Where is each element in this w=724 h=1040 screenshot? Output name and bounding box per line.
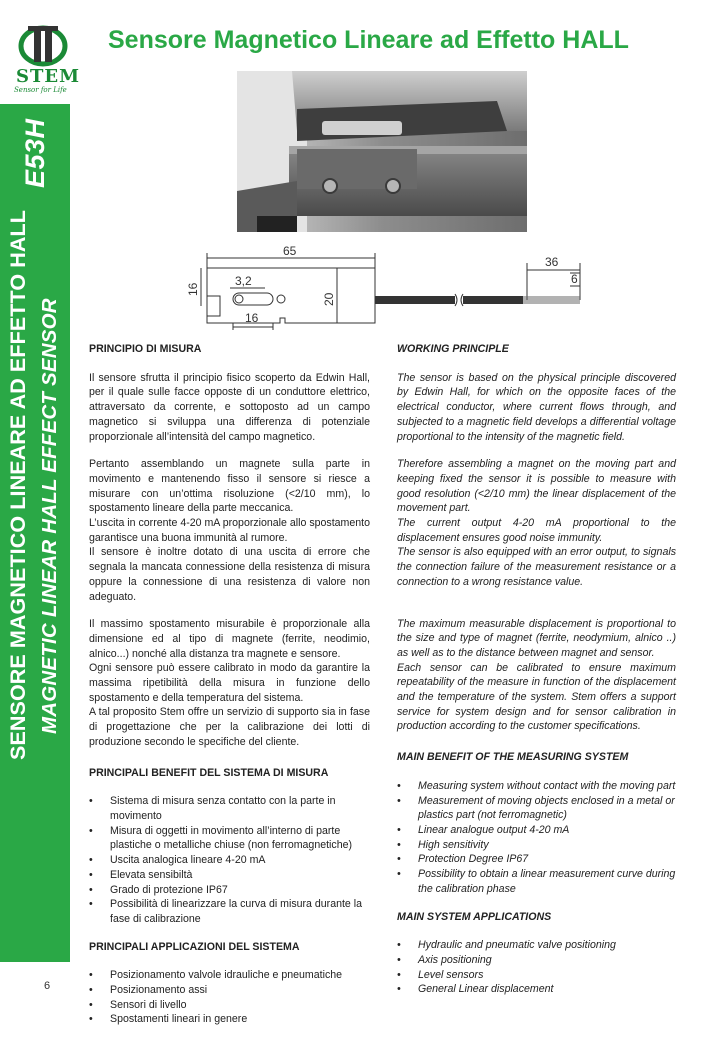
list-item: • Sistema di misura senza contatto con la parte in movimento: [89, 794, 370, 823]
paragraph: Each sensor can be calibrated to ensure maximum repeatability of the measure in function of the displacement and the temperature of the system. Stem offers a support service for system design and for sensor calibration in production according to the customer specifications.: [397, 661, 676, 733]
dim-16-bottom: 16: [245, 311, 259, 325]
italian-column: [89, 342, 370, 1040]
heading-applicazioni: PRINCIPALI APPLICAZIONI DEL SISTEMA: [89, 940, 300, 953]
paragraph: Ogni sensore può essere calibrato in modo da garantire la massima ripetibilità della misura in funzione dello spostamento e della temperatura del sistema.: [89, 662, 370, 704]
list-item: • Posizionamento assi: [89, 983, 370, 998]
logo-name: STEM: [16, 66, 81, 87]
heading-main-benefit: MAIN BENEFIT OF THE MEASURING SYSTEM: [397, 751, 629, 764]
paragraph: Il sensore è inoltre dotato di una uscita di errore che segnala la mancata connessione della resistenza di misura oppure la connessione di una resistenza di valore non adeguato.: [89, 546, 370, 603]
paragraph: Pertanto assemblando un magnete sulla parte in movimento e mantenendo fisso il sensore si riesce a misurare con un’ottima risoluzione (<2/10 mm), lo spostamento lineare della parte meccanica.: [89, 458, 370, 515]
page-number: 6: [44, 980, 51, 992]
paragraph: A tal proposito Stem offre un servizio di supporto sia in fase di progettazione che per la calibrazione dei lotti di produzione secondo le specifiche del cliente.: [89, 706, 370, 748]
list-item: • Uscita analogica lineare 4-20 mA: [89, 853, 370, 868]
paragraph: The sensor is based on the physical principle discovered by Edwin Hall, for which on the opposite faces of the electrical conductor, where current flows through, and subjected to a magnetic field develops a differential voltage proportional to the intensity of the magnetic field.: [397, 371, 676, 443]
english-column: [397, 342, 676, 1010]
heading-working-principle: WORKING PRINCIPLE: [397, 343, 509, 355]
benefit-list: [397, 779, 676, 897]
dim-3-2: 3,2: [235, 274, 252, 288]
dimension-drawing: [175, 238, 595, 338]
sidebar-title-english: MAGNETIC LINEAR HALL EFFECT SENSOR: [38, 298, 61, 734]
benefit-list: [89, 794, 370, 926]
list-item: • Protection Degree IP67: [397, 852, 676, 867]
dim-20: 20: [322, 292, 336, 306]
list-item: • Possibilità di linearizzare la curva di misura durante la fase di calibrazione: [89, 897, 370, 926]
dim-36: 36: [545, 255, 559, 269]
list-item: • Misura di oggetti in movimento all’interno di parte plastiche o metalliche chiuse (non ferromagnetiche): [89, 824, 370, 853]
list-item: • Possibility to obtain a linear measurement curve during the calibration phase: [397, 867, 676, 896]
list-item: • Hydraulic and pneumatic valve positioning: [397, 938, 676, 953]
list-item: • Linear analogue output 4-20 mA: [397, 823, 676, 838]
paragraph: The current output 4-20 mA proportional to the displacement ensures good noise immunity.: [397, 517, 676, 544]
application-list: [89, 968, 370, 1027]
product-code: E53H: [20, 118, 50, 188]
page-title: Sensore Magnetico Lineare ad Effetto HALL: [108, 26, 629, 54]
paragraph: Il sensore sfrutta il principio fisico scoperto da Edwin Hall, per il quale sulle facce opposte di un conduttore elettrico, attraversato da corrente, e sottoposto ad un campo magnetico si sviluppa una differenza di potenziale proporzionale all’intensità del campo magnetico.: [89, 371, 370, 443]
logo-tagline: Sensor for Life: [14, 86, 67, 94]
sidebar-title-italian: SENSORE MAGNETICO LINEARE AD EFFETTO HALL: [6, 210, 30, 760]
list-item: • Measuring system without contact with the moving part: [397, 779, 676, 794]
sensor-photo: [237, 71, 527, 232]
heading-principio: PRINCIPIO DI MISURA: [89, 343, 202, 355]
paragraph: The sensor is also equipped with an error output, to signals the connection failure of the measurement resistance or a connection to a wrong resistance value.: [397, 546, 676, 588]
list-item: • General Linear displacement: [397, 982, 676, 997]
heading-benefit: PRINCIPALI BENEFIT DEL SISTEMA DI MISURA: [89, 766, 329, 779]
list-item: • Elevata sensibiltà: [89, 868, 370, 883]
paragraph: The maximum measurable displacement is proportional to the size and type of magnet (ferrite, neodymium, alnico ..) as well as to the distance between magnet and sensor.: [397, 617, 676, 659]
list-item: • High sensitivity: [397, 838, 676, 853]
list-item: • Measurement of moving objects enclosed in a metal or plastics part (not ferromagnetic): [397, 794, 676, 823]
list-item: • Axis positioning: [397, 953, 676, 968]
list-item: • Level sensors: [397, 968, 676, 983]
application-list: [397, 938, 676, 997]
list-item: • Spostamenti lineari in genere: [89, 1012, 370, 1027]
list-item: • Sensori di livello: [89, 998, 370, 1013]
list-item: • Grado di protezione IP67: [89, 883, 370, 898]
paragraph: Il massimo spostamento misurabile è proporzionale alla dimensione ed al tipo di magnete (ferrite, neodimio, alnico...) nonché alla distanza tra magnete e sensore.: [89, 618, 370, 660]
dim-16-vertical: 16: [186, 282, 200, 296]
paragraph: Therefore assembling a magnet on the moving part and keeping fixed the sensor it is possible to measure with good resolution (<2/10 mm) the linear displacement of the movement part.: [397, 458, 676, 515]
list-item: • Posizionamento valvole idrauliche e pneumatiche: [89, 968, 370, 983]
paragraph: L’uscita in corrente 4-20 mA proporzionale allo spostamento garantisce una buona immunità al rumore.: [89, 517, 370, 544]
heading-main-applications: MAIN SYSTEM APPLICATIONS: [397, 910, 552, 923]
dim-65: 65: [283, 244, 297, 258]
dim-6: 6: [571, 272, 578, 286]
